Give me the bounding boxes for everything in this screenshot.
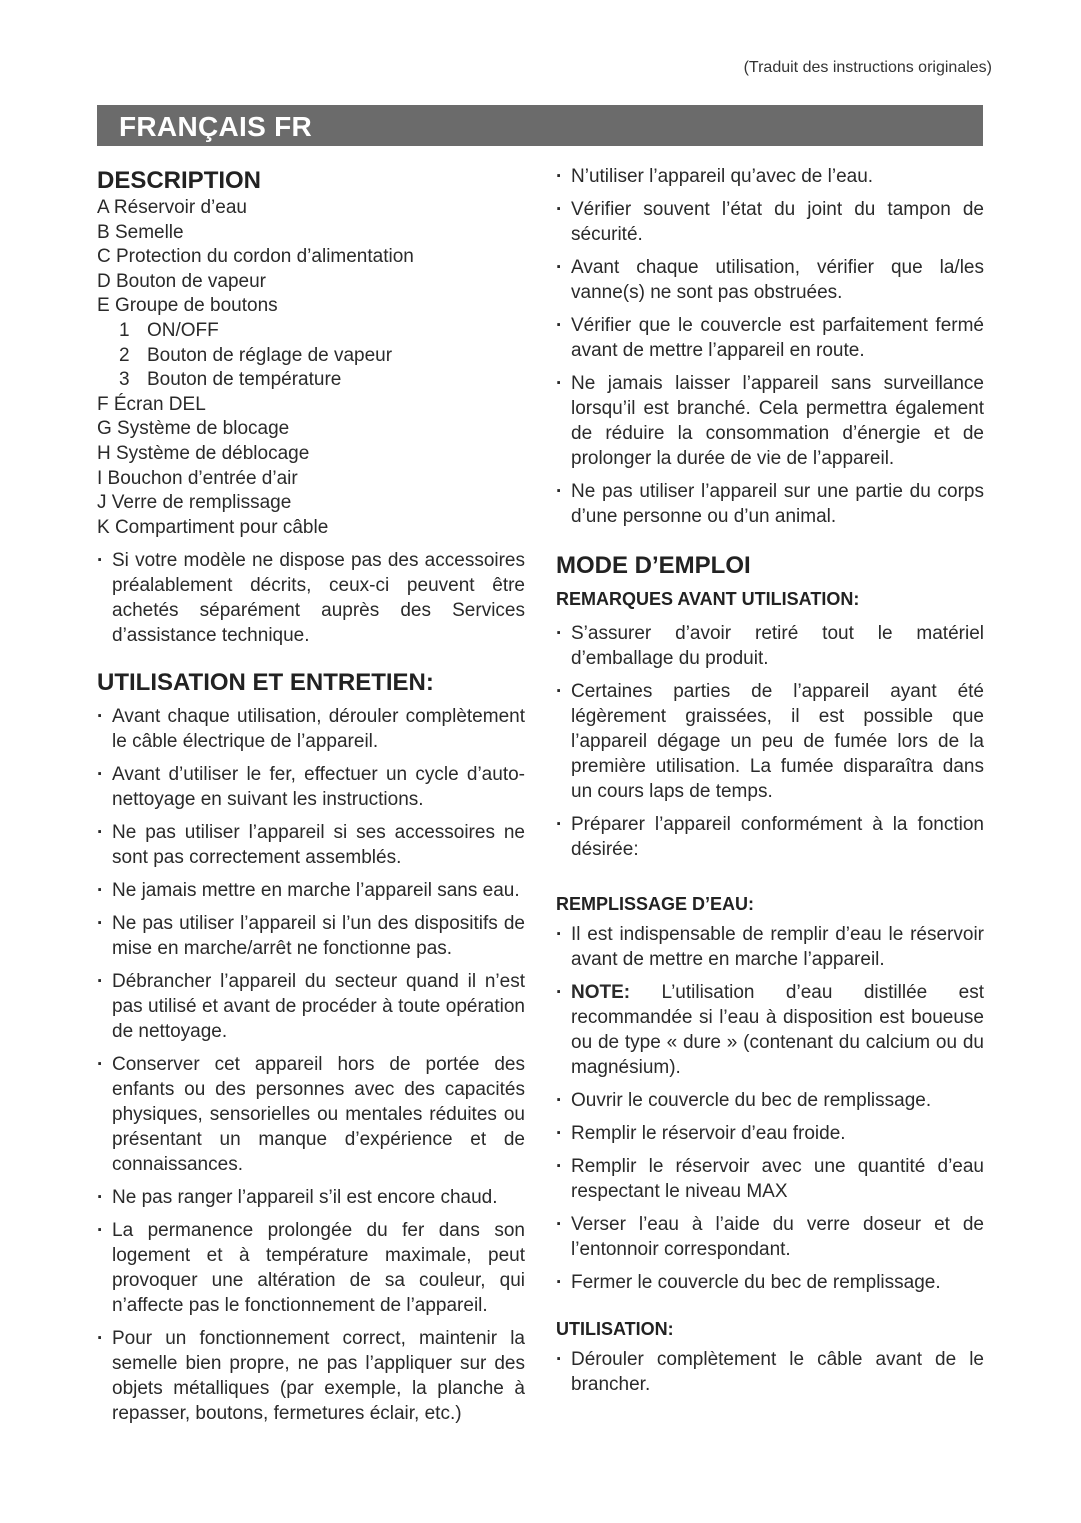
list-item: · Ouvrir le couvercle du bec de remplissage. (556, 1088, 984, 1113)
sub-number: 3 (119, 369, 130, 391)
water-filling-heading: REMPLISSAGE D’EAU: (556, 894, 755, 914)
description-heading: DESCRIPTION (97, 167, 262, 194)
usage-maintenance-heading: UTILISATION ET ENTRETIEN: (97, 669, 434, 697)
list-item: · Avant chaque utilisation, vérifier que la/les vanne(s) ne sont pas obstruées. (556, 255, 984, 305)
part-sub-item (97, 368, 525, 393)
list-item: · Remplir le réservoir avec une quantité d’eau respectant le niveau MAX (556, 1154, 984, 1204)
remarks-heading: REMARQUES AVANT UTILISATION: (556, 589, 860, 609)
left-column (97, 166, 525, 1434)
list-item: · N’utiliser l’appareil qu’avec de l’eau. (556, 164, 984, 189)
water-filling-list (556, 922, 984, 1295)
description-note: · Si votre modèle ne dispose pas des accessoires préalablement décrits, ceux-ci peuvent être achetés séparément auprès des Services d’assistance technique. (97, 548, 525, 648)
list-item: · Ne pas utiliser l’appareil sur une partie du corps d’une personne ou d’un animal. (556, 479, 984, 529)
sub-label: Bouton de réglage de vapeur (147, 344, 393, 366)
sub-label: ON/OFF (147, 319, 219, 341)
list-item: · Certaines parties de l’appareil ayant été légèrement graissées, il est possible que l’appareil dégage un peu de fumée lors de la première utilisation. La fumée disparaîtra dans un cours laps de temps. (556, 679, 984, 804)
language-banner: FRANÇAIS FR (97, 105, 983, 146)
part-item: D Bouton de vapeur (97, 270, 267, 292)
part-item: H Système de déblocage (97, 442, 310, 464)
part-sub-item (97, 344, 525, 369)
list-item: · La permanence prolongée du fer dans son logement et à température maximale, peut provoquer une altération de sa couleur, qui n’affecte pas le fonctionnement de l’appareil. (97, 1218, 525, 1318)
part-item: C Protection du cordon d’alimentation (97, 246, 414, 268)
sub-number: 1 (119, 319, 130, 341)
list-item: · Vérifier que le couvercle est parfaitement fermé avant de mettre l’appareil en route. (556, 313, 984, 363)
translation-note: (Traduit des instructions originales) (743, 59, 992, 76)
part-sub-item (97, 319, 525, 344)
list-item: · Ne pas utiliser l’appareil si ses accessoires ne sont pas correctement assemblés. (97, 820, 525, 870)
sub-number: 2 (119, 344, 130, 366)
right-column (556, 164, 984, 1405)
list-item: · Ne jamais mettre en marche l’appareil sans eau. (97, 878, 525, 903)
list-item: · Dérouler complètement le câble avant de le brancher. (556, 1347, 984, 1397)
part-item: B Semelle (97, 221, 184, 243)
parts-list (97, 196, 525, 540)
list-item: · Verser l’eau à l’aide du verre doseur et de l’entonnoir correspondant. (556, 1212, 984, 1262)
usage-list (556, 1347, 984, 1397)
list-item: · Débrancher l’appareil du secteur quand il n’est pas utilisé et avant de procéder à toute opération de nettoyage. (97, 969, 525, 1044)
part-item: K Compartiment pour câble (97, 516, 329, 538)
usage-maintenance-list (97, 704, 525, 1426)
sub-label: Bouton de température (147, 369, 342, 391)
part-item: G Système de blocage (97, 418, 290, 440)
list-item: · Ne pas utiliser l’appareil si l’un des dispositifs de mise en marche/arrêt ne fonctionne pas. (97, 911, 525, 961)
usage-maintenance-list-continued (556, 164, 984, 529)
note-label: NOTE: (571, 982, 631, 1003)
list-item: · Ne pas ranger l’appareil s’il est encore chaud. (97, 1185, 525, 1210)
usage-heading: UTILISATION: (556, 1319, 674, 1339)
part-item: E Groupe de boutons (97, 295, 278, 317)
list-item: · Remplir le réservoir d’eau froide. (556, 1121, 984, 1146)
list-item: · Il est indispensable de remplir d’eau le réservoir avant de mettre en marche l’appareil. (556, 922, 984, 972)
part-item: F Écran DEL (97, 393, 206, 415)
list-item: · Pour un fonctionnement correct, maintenir la semelle bien propre, ne pas l’appliquer sur des objets métalliques (par exemple, la planche à repasser, boutons, fermetures éclair, etc.) (97, 1326, 525, 1426)
list-item: · Avant d’utiliser le fer, effectuer un cycle d’auto-nettoyage en suivant les instructions. (97, 762, 525, 812)
part-item: I Bouchon d’entrée d’air (97, 467, 298, 489)
instructions-heading: MODE D’EMPLOI (556, 552, 751, 579)
remarks-list (556, 621, 984, 862)
list-item: · Avant chaque utilisation, dérouler complètement le câble électrique de l’appareil. (97, 704, 525, 754)
list-item: · Fermer le couvercle du bec de remplissage. (556, 1270, 984, 1295)
note-item (556, 980, 984, 1080)
part-item: A Réservoir d’eau (97, 197, 247, 218)
list-item: · Ne jamais laisser l’appareil sans surveillance lorsqu’il est branché. Cela permettra également de réduire la consommation d’énergie et de prolonger la durée de vie de l’appareil. (556, 371, 984, 471)
list-item: · Vérifier souvent l’état du joint du tampon de sécurité. (556, 197, 984, 247)
list-item: · Préparer l’appareil conformément à la fonction désirée: (556, 812, 984, 862)
note-text: L’utilisation d’eau distillée est recommandée si l’eau à disposition est boueuse ou de type « dure » (contenant du calcium ou du magnésium). (571, 982, 984, 1078)
list-item: · S’assurer d’avoir retiré tout le matériel d’emballage du produit. (556, 621, 984, 671)
description-note-list (97, 548, 525, 648)
part-item: J Verre de remplissage (97, 492, 292, 514)
list-item: · Conserver cet appareil hors de portée des enfants ou des personnes avec des capacités physiques, sensorielles ou mentales réduites ou présentant un manque d’expérience et de connaissances. (97, 1052, 525, 1177)
